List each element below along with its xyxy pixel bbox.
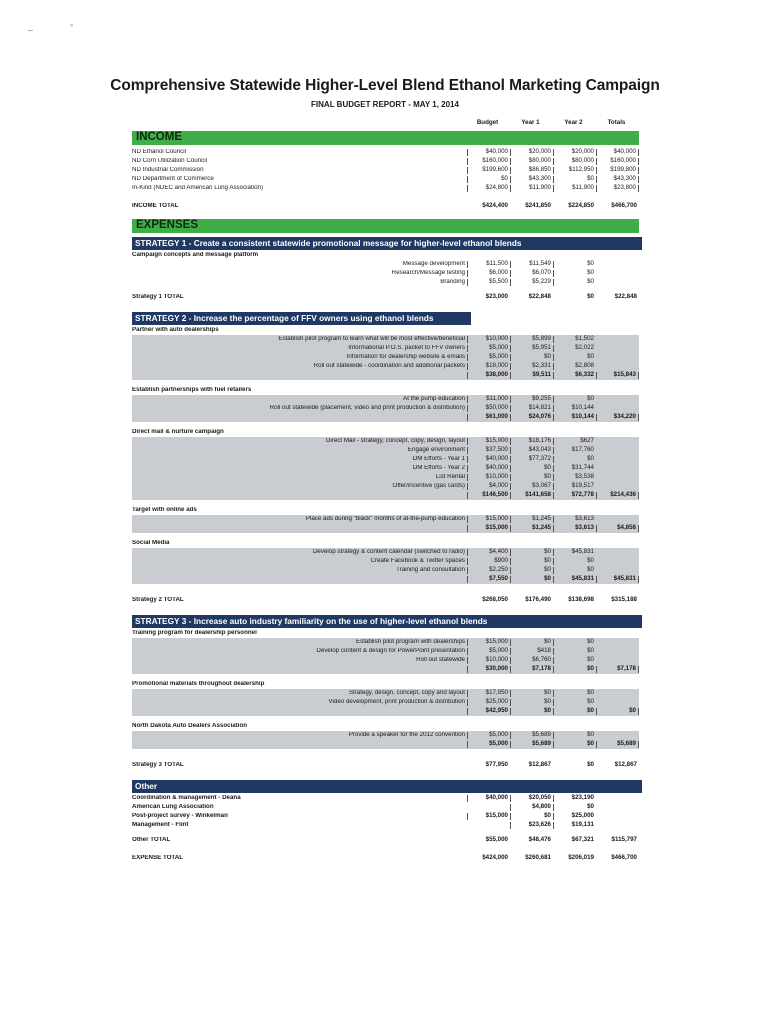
expense-row [132, 335, 639, 344]
cell-year1: $0 [510, 639, 553, 645]
cell-year2: $627 [553, 438, 596, 444]
cell-budget: $17,950 [467, 690, 510, 696]
cell-year1: $5,229 [510, 279, 553, 285]
cell-year2: $0 [553, 741, 596, 747]
row-label: Strategy, design, concept, copy and layout [132, 690, 467, 696]
cell-year2: $0 [553, 639, 596, 645]
row-label: Develop strategy & content calendar (switched to radio) [132, 549, 467, 555]
cell-year2: $0 [553, 699, 596, 705]
strategy3-groups [132, 629, 639, 755]
other-row [132, 812, 639, 821]
cell-year2: $0 [553, 666, 596, 672]
cell-year2: $31,744 [553, 465, 596, 471]
cell-year1: $14,821 [510, 405, 553, 411]
cell-year1: $43,043 [510, 447, 553, 453]
section-label: Campaign concepts and message platform [132, 252, 259, 259]
cell-year2: $0 [553, 270, 596, 276]
cell-budget: $7,550 [467, 576, 510, 582]
cell-year1: $0 [510, 558, 553, 564]
cell-year1: $48,476 [528, 836, 551, 844]
row-label: Roll out statewide [132, 657, 467, 663]
cell-budget: $15,000 [467, 516, 510, 522]
scan-mark: ° [70, 23, 74, 32]
cell-year1: $20,050 [510, 795, 553, 801]
cell-budget: $25,000 [467, 699, 510, 705]
section-label: Partner with auto dealerships [132, 327, 219, 334]
cell-year2: $1,502 [553, 336, 596, 342]
cell-year2: $0 [553, 567, 596, 573]
income-row [132, 166, 639, 175]
cell-year1: $22,848 [528, 293, 551, 301]
expense-row [132, 455, 639, 464]
strategy2-groups [132, 326, 639, 590]
cell-totals: $22,848 [614, 293, 637, 301]
expense-row [132, 353, 639, 362]
cell-year1: $1,245 [510, 516, 553, 522]
cell-year2: $0 [587, 293, 594, 301]
cell-year2: $0 [553, 456, 596, 462]
cell-year2: $19,517 [553, 483, 596, 489]
row-label: Strategy 1 TOTAL [132, 294, 184, 301]
income-row [132, 184, 639, 193]
cell-year2: $0 [553, 657, 596, 663]
cell-totals: $43,300 [596, 176, 639, 182]
row-label: American Lung Association [132, 804, 214, 811]
cell-year1: $0 [510, 567, 553, 573]
cell-budget: $30,000 [467, 666, 510, 672]
cell-year2: $0 [553, 176, 596, 182]
cell-totals: $23,800 [596, 185, 639, 191]
cell-budget: $6,000 [467, 270, 510, 276]
cell-budget: $15,000 [467, 813, 510, 819]
cell-budget: $77,950 [485, 761, 508, 769]
cell-year1: $5,899 [510, 336, 553, 342]
cell-year2: $80,000 [553, 158, 596, 164]
row-label: Strategy 2 TOTAL [132, 597, 184, 604]
cell-totals: $5,689 [596, 741, 639, 747]
cell-year2: $72,778 [553, 492, 596, 498]
expense-row [132, 473, 639, 482]
cell-year2: $112,950 [553, 167, 596, 173]
cell-year1: $5,951 [510, 345, 553, 351]
cell-budget: $15,000 [467, 438, 510, 444]
expense-row [132, 731, 639, 740]
cell-budget: $2,250 [467, 567, 510, 573]
cell-year1: $1,245 [510, 525, 553, 531]
row-label: Message development [402, 261, 465, 268]
cell-year2: $45,831 [553, 549, 596, 555]
cell-year1: $0 [510, 549, 553, 555]
budget-sheet [132, 119, 639, 863]
cell-year2: $3,538 [553, 474, 596, 480]
cell-year1: $7,178 [510, 666, 553, 672]
expense-total-row [132, 854, 639, 863]
income-rows [132, 148, 639, 193]
other-row [132, 794, 639, 803]
section-label: Social Media [132, 540, 170, 547]
income-header: INCOME [132, 131, 639, 145]
cell-budget: $5,000 [467, 345, 510, 351]
cell-budget: $15,000 [467, 525, 510, 531]
expense-row [132, 515, 639, 524]
cell-totals: $15,843 [596, 372, 639, 378]
col-year1: Year 1 [521, 119, 540, 127]
expense-row [132, 647, 639, 656]
cell-year2: $0 [553, 261, 596, 267]
income-total-row [132, 202, 639, 211]
row-label: Video development, print production & distribution [132, 699, 467, 705]
other-row [132, 803, 639, 812]
subtotal-row [132, 413, 639, 422]
cell-budget: $15,000 [467, 639, 510, 645]
expense-row [132, 698, 639, 707]
row-label: DM Efforts - Year 1 [132, 456, 467, 462]
strategy3-header: STRATEGY 3 - Increase auto industry familiarity on the use of higher-level ethanol blends [132, 615, 642, 628]
cell-budget: $55,000 [485, 836, 508, 844]
row-label: Training and consultation [132, 567, 467, 573]
expense-row [132, 638, 639, 647]
subtotal-row [132, 707, 639, 716]
section-label: Establish partnerships with fuel retailers [132, 387, 252, 394]
expense-row [132, 395, 639, 404]
cell-year1: $5,689 [510, 741, 553, 747]
cell-totals: $466,700 [611, 854, 637, 862]
row-label: ND Ethanol Council [132, 149, 186, 156]
row-label: ND Corn Utilization Council [132, 158, 207, 165]
expense-row [132, 689, 639, 698]
cell-year1: $0 [510, 465, 553, 471]
cell-year1: $24,076 [510, 414, 553, 420]
cell-year2: $0 [553, 804, 596, 810]
cell-year2: $206,019 [568, 854, 594, 862]
cell-budget: $10,000 [467, 336, 510, 342]
cell-budget: $40,000 [467, 456, 510, 462]
cell-budget: $0 [467, 176, 510, 182]
strategy1-header: STRATEGY 1 - Create a consistent statewide promotional message for higher-level ethanol blends [132, 237, 642, 250]
expense-row [132, 557, 639, 566]
row-label: Develop content & design for PowerPoint presentation [132, 648, 467, 654]
col-year2: Year 2 [564, 119, 583, 127]
cell-year1: $418 [510, 648, 553, 654]
cell-year2: $45,831 [553, 576, 596, 582]
row-label: DM Efforts - Year 2 [132, 465, 467, 471]
subtotal-row [132, 575, 639, 584]
income-row [132, 157, 639, 166]
section-label: Promotional materials throughout dealership [132, 681, 265, 688]
cell-budget: $424,000 [482, 854, 508, 862]
cell-year2: $0 [553, 396, 596, 402]
income-row [132, 148, 639, 157]
cell-totals: $466,700 [611, 202, 637, 210]
row-label: Strategy 3 TOTAL [132, 762, 184, 769]
cell-year1: $43,300 [510, 176, 553, 182]
cell-budget: $160,000 [467, 158, 510, 164]
cell-year1: $0 [510, 354, 553, 360]
col-totals: Totals [607, 119, 626, 127]
subtotal-row [132, 524, 639, 533]
expense-row [132, 404, 639, 413]
cell-year1: $0 [510, 813, 553, 819]
expense-row [132, 269, 639, 278]
subtotal-row [132, 491, 639, 500]
cell-year1: $0 [510, 474, 553, 480]
expense-row [132, 344, 639, 353]
row-label: At the pump education [132, 396, 467, 402]
strategy3-total-row [132, 761, 639, 770]
row-label: Information for dealership website & emails [132, 354, 467, 360]
row-label: Offer/incentive (gas cards) [132, 483, 467, 489]
cell-budget: $10,000 [467, 657, 510, 663]
cell-totals: $214,436 [596, 492, 639, 498]
cell-year2: $0 [553, 279, 596, 285]
section-label: Target with online ads [132, 507, 197, 514]
other-total-row [132, 836, 639, 845]
cell-year1: $0 [510, 690, 553, 696]
cell-year2: $3,613 [553, 516, 596, 522]
expense-row [132, 482, 639, 491]
cell-budget: $146,500 [467, 492, 510, 498]
cell-totals: $115,797 [611, 836, 637, 844]
cell-year1: $0 [510, 576, 553, 582]
cell-budget: $4,400 [467, 549, 510, 555]
cell-year2: $0 [553, 732, 596, 738]
cell-budget: $11,500 [467, 261, 510, 267]
row-label: ND Industrial Commission [132, 167, 204, 174]
expense-row [132, 362, 639, 371]
cell-year2: $2,808 [553, 363, 596, 369]
cell-budget: $24,800 [467, 185, 510, 191]
row-label: Create Facebook & Twitter spaces [132, 558, 467, 564]
cell-totals: $12,867 [614, 761, 637, 769]
cell-totals: $7,178 [596, 666, 639, 672]
cell-budget: $5,000 [467, 732, 510, 738]
cell-budget: $424,400 [482, 202, 508, 210]
row-label: Post-project survey - Winkelman [132, 813, 228, 820]
cell-year2: $0 [553, 558, 596, 564]
cell-year1: $12,867 [528, 761, 551, 769]
cell-budget: $23,000 [485, 293, 508, 301]
row-label: Management - Flint [132, 822, 189, 829]
row-label: Provide a speaker for the 2012 convention [132, 732, 467, 738]
cell-year1: $6,070 [510, 270, 553, 276]
expense-row [132, 464, 639, 473]
cell-year2: $138,698 [568, 596, 594, 604]
row-label: Direct Mail - strategy, concept, copy, design, layout [132, 438, 467, 444]
strategy1-total-row [132, 293, 639, 302]
strategy2-header: STRATEGY 2 - Increase the percentage of FFV owners using ethanol blends [132, 312, 471, 325]
row-label: Research/Message testing [391, 270, 465, 277]
cell-year2: $3,613 [553, 525, 596, 531]
cell-budget: $40,000 [467, 149, 510, 155]
cell-year2: $6,332 [553, 372, 596, 378]
strategy1-rows [132, 260, 639, 287]
cell-budget: $10,000 [467, 474, 510, 480]
cell-year1: $23,626 [510, 822, 553, 828]
cell-totals: $315,188 [611, 596, 637, 604]
cell-budget: $5,000 [467, 741, 510, 747]
cell-year2: $0 [553, 690, 596, 696]
cell-year1: $9,255 [510, 396, 553, 402]
cell-budget: $11,000 [467, 396, 510, 402]
cell-year2: $25,000 [553, 813, 596, 819]
cell-year1: $2,331 [510, 363, 553, 369]
row-label: Engage environment [132, 447, 467, 453]
cell-year2: $0 [587, 761, 594, 769]
cell-totals: $4,858 [596, 525, 639, 531]
row-label: Roll out statewide - coordination and additional packets [132, 363, 467, 369]
cell-year2: $0 [553, 708, 596, 714]
cell-totals: $160,000 [596, 158, 639, 164]
row-label: Branding [440, 279, 465, 286]
cell-year2: $20,000 [553, 149, 596, 155]
scan-mark: ∼ [27, 26, 34, 35]
cell-budget: $40,000 [467, 795, 510, 801]
cell-year1: $11,549 [510, 261, 553, 267]
cell-budget: $61,000 [467, 414, 510, 420]
cell-year2: $17,760 [553, 447, 596, 453]
cell-budget: $199,600 [467, 167, 510, 173]
cell-budget: $5,000 [467, 648, 510, 654]
cell-year2: $67,321 [571, 836, 594, 844]
cell-year1: $241,850 [525, 202, 551, 210]
cell-year2: $0 [553, 354, 596, 360]
strategy2-total-row [132, 596, 639, 605]
cell-year2: $0 [553, 648, 596, 654]
cell-totals: $199,800 [596, 167, 639, 173]
cell-totals: $0 [596, 708, 639, 714]
cell-budget: $38,000 [467, 372, 510, 378]
expense-row [132, 566, 639, 575]
document-title: Comprehensive Statewide Higher-Level Blend Ethanol Marketing Campaign [110, 77, 660, 94]
cell-year2: $2,022 [553, 345, 596, 351]
other-row [132, 821, 639, 830]
subtotal-row [132, 665, 639, 674]
cell-totals: $34,220 [596, 414, 639, 420]
subtotal-row [132, 371, 639, 380]
cell-year1: $86,850 [510, 167, 553, 173]
cell-budget: $40,000 [467, 465, 510, 471]
row-label: ND Department of Commerce [132, 176, 214, 183]
row-label: Roll out statewide (placement, video and print production & distribution) [132, 405, 467, 411]
cell-year1: $176,490 [525, 596, 551, 604]
cell-budget: $900 [467, 558, 510, 564]
cell-year2: $224,850 [568, 202, 594, 210]
col-budget: Budget [476, 119, 499, 127]
other-header: Other [132, 780, 642, 793]
cell-year1: $3,067 [510, 483, 553, 489]
expenses-header: EXPENSES [132, 219, 639, 233]
cell-year1: $0 [510, 699, 553, 705]
cell-budget: $18,000 [467, 363, 510, 369]
cell-year2: $19,131 [553, 822, 596, 828]
cell-totals: $40,000 [596, 149, 639, 155]
cell-year2: $11,900 [553, 185, 596, 191]
cell-year1: $77,372 [510, 456, 553, 462]
cell-year1: $6,760 [510, 657, 553, 663]
cell-budget: $5,000 [467, 354, 510, 360]
cell-year1: $11,900 [510, 185, 553, 191]
section-label: North Dakota Auto Dealers Association [132, 723, 248, 730]
column-header-row [132, 119, 639, 128]
row-label: Informational P.O.S. packet to FFV owners [132, 345, 467, 351]
row-label: Other TOTAL [132, 837, 171, 844]
other-rows [132, 794, 639, 830]
cell-budget: $50,000 [467, 405, 510, 411]
row-label: List Rental [132, 474, 467, 480]
cell-year2: $23,190 [553, 795, 596, 801]
cell-year1: $141,658 [510, 492, 553, 498]
row-label: Establish pilot program to learn what will be most effective/beneficial [132, 336, 467, 342]
cell-year1: $260,681 [525, 854, 551, 862]
cell-year2: $10,144 [553, 414, 596, 420]
cell-totals: $45,831 [596, 576, 639, 582]
expense-row [132, 656, 639, 665]
row-label: Place ads during "black" months of at-the-pump education [132, 516, 467, 522]
document-subtitle: FINAL BUDGET REPORT - MAY 1, 2014 [311, 100, 459, 109]
row-label: INCOME TOTAL [132, 203, 179, 210]
income-row [132, 175, 639, 184]
section-label: Direct mail & nurture campaign [132, 429, 224, 436]
row-label: Coordination & management - Deana [132, 795, 241, 802]
cell-budget: $4,000 [467, 483, 510, 489]
cell-budget: $42,950 [467, 708, 510, 714]
cell-year1: $9,511 [510, 372, 553, 378]
expense-row [132, 260, 639, 269]
cell-year1: $5,689 [510, 732, 553, 738]
expense-row [132, 548, 639, 557]
subtotal-row [132, 740, 639, 749]
expense-row [132, 446, 639, 455]
expense-row [132, 278, 639, 287]
cell-budget: $268,050 [482, 596, 508, 604]
section-label: Training program for dealership personnel [132, 630, 257, 637]
cell-year2: $10,144 [553, 405, 596, 411]
row-label: In-Kind (NDEC and American Lung Association) [132, 185, 264, 192]
row-label: Establish pilot program with dealerships [132, 639, 467, 645]
cell-year1: $4,800 [510, 804, 553, 810]
cell-budget: $37,500 [467, 447, 510, 453]
cell-year1: $18,176 [510, 438, 553, 444]
cell-year1: $0 [510, 708, 553, 714]
row-label: EXPENSE TOTAL [132, 855, 183, 862]
cell-year1: $20,000 [510, 149, 553, 155]
expense-row [132, 437, 639, 446]
cell-budget: $5,500 [467, 279, 510, 285]
cell-year1: $80,000 [510, 158, 553, 164]
